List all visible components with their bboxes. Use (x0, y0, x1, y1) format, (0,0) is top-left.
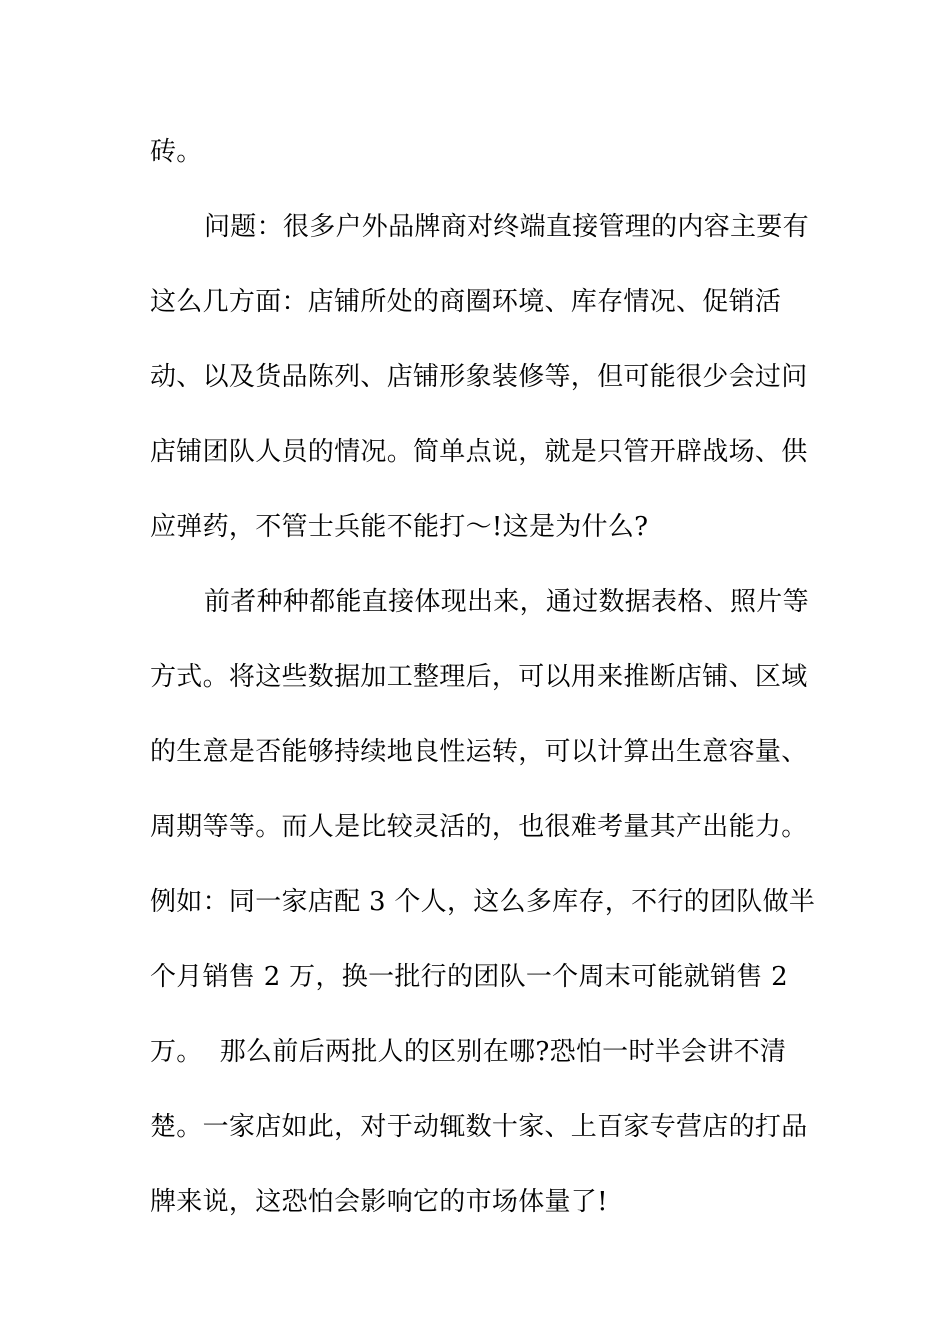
paragraph-2-line-4: 店铺团队人员的情况。简单点说，就是只管开辟战场、供 (150, 437, 808, 467)
paragraph-2-line-5: 应弹药，不管士兵能不能打～!这是为什么? (150, 512, 649, 542)
paragraph-2-line-1: 问题：很多户外品牌商对终端直接管理的内容主要有 (204, 212, 809, 242)
paragraph-2-line-3: 动、以及货品陈列、店铺形象装修等，但可能很少会过问 (150, 362, 808, 392)
paragraph-3-line-1: 前者种种都能直接体现出来，通过数据表格、照片等 (204, 587, 809, 617)
paragraph-3-line-2: 方式。将这些数据加工整理后，可以用来推断店铺、区域 (150, 662, 808, 692)
paragraph-3-line-7: 万。 那么前后两批人的区别在哪?恐怕一时半会讲不清 (150, 1037, 787, 1067)
paragraph-3-line-5: 例如：同一家店配 3 个人，这么多库存，不行的团队做半 (150, 887, 816, 917)
paragraph-3-line-9: 牌来说，这恐怕会影响它的市场体量了! (150, 1187, 608, 1217)
paragraph-3-line-3: 的生意是否能够持续地良性运转，可以计算出生意容量、 (150, 737, 808, 767)
paragraph-3-line-6: 个月销售 2 万，换一批行的团队一个周末可能就销售 2 (150, 962, 788, 992)
text-line-1: 砖。 (150, 137, 203, 167)
paragraph-3-line-4: 周期等等。而人是比较灵活的，也很难考量其产出能力。 (150, 812, 808, 842)
paragraph-2-line-2: 这么几方面：店铺所处的商圈环境、库存情况、促销活 (150, 287, 782, 317)
paragraph-3-line-8: 楚。一家店如此，对于动辄数十家、上百家专营店的打品 (150, 1112, 808, 1142)
